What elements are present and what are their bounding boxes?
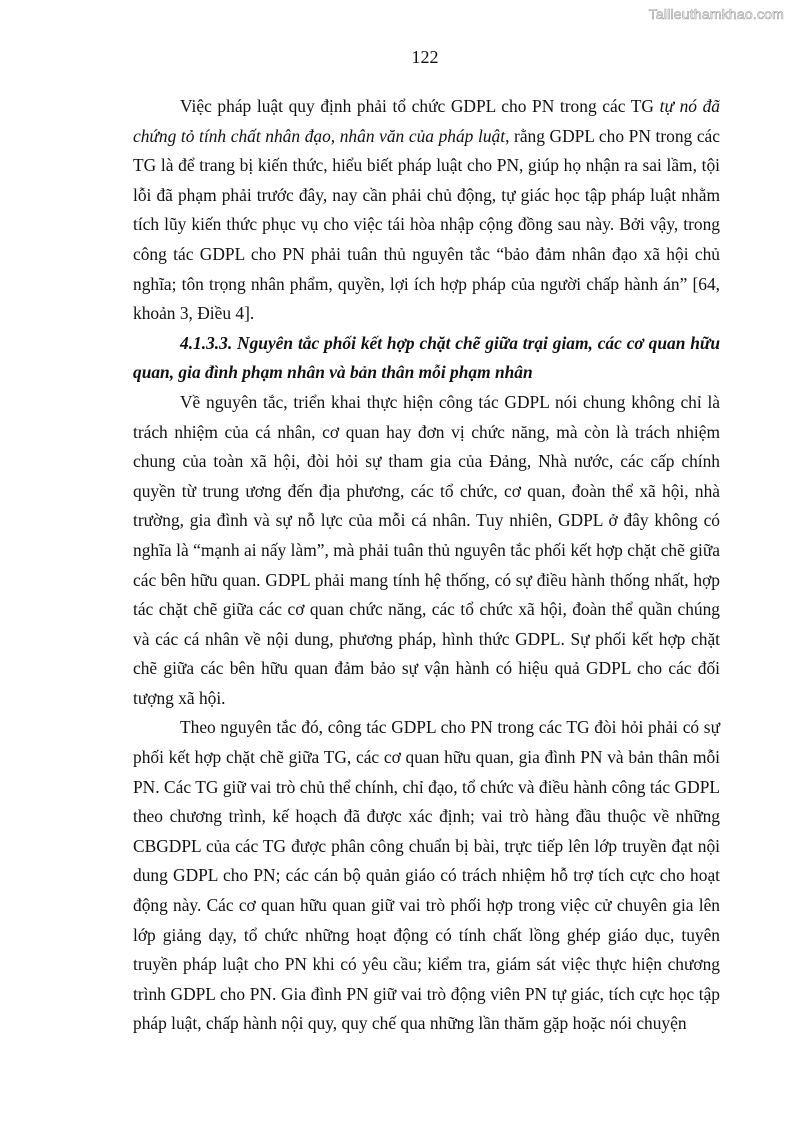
paragraph-1-italic-text: tự nó đã chứng tỏ tính chất nhân đạo, nhân văn của pháp luật xyxy=(133,96,721,146)
page-number: 122 xyxy=(411,47,439,67)
paragraph-1 xyxy=(133,92,720,329)
document-body xyxy=(133,92,720,1039)
watermark: Tailieuthamkhao.com xyxy=(648,6,784,22)
paragraph-3: Theo nguyên tắc đó, công tác GDPL cho PN trong các TG đòi hỏi phải có sự phối kết hợp chặt chẽ giữa TG, các cơ quan hữu quan, gia đình PN và bản thân mỗi PN. Các TG giữ vai trò chủ thể chính, chỉ đạo, tổ chức và điều hành công tác GDPL theo chương trình, kế hoạch đã được xác định; vai trò hàng đầu thuộc về những CBGDPL của các TG được phân công chuẩn bị bài, trực tiếp lên lớp truyền đạt nội dung GDPL cho PN; các cán bộ quản giáo có trách nhiệm hỗ trợ tích cực cho hoạt động này. Các cơ quan hữu quan giữ vai trò phối hợp trong việc cử chuyên gia lên lớp giảng dạy, tổ chức những hoạt động có tính chất lồng ghép giáo dục, tuyên truyền pháp luật cho PN khi có yêu cầu; kiểm tra, giám sát việc thực hiện chương trình GDPL cho PN. Gia đình PN giữ vai trò động viên PN tự giác, tích cực học tập pháp luật, chấp hành nội quy, quy chế qua những lần thăm gặp hoặc nói chuyện xyxy=(133,717,720,1034)
paragraph-1-text-before: Việc pháp luật quy định phải tổ chức GDPL cho PN trong các TG xyxy=(180,96,660,116)
paragraph-1-text-after: , rằng GDPL cho PN trong các TG là để trang bị kiến thức, hiểu biết pháp luật cho PN, giúp họ nhận ra sai lầm, tội lỗi đã phạm phải trước đây, nay cần phải chủ động, tự giác học tập pháp luật nhằm tích lũy kiến thức phục vụ cho việc tái hòa nhập cộng đồng sau này. Bởi vậy, trong công tác GDPL cho PN phải tuân thủ nguyên tắc “bảo đảm nhân đạo xã hội chủ nghĩa; tôn trọng nhân phẩm, quyền, lợi ích hợp pháp của người chấp hành án” [64, khoản 3, Điều 4]. xyxy=(133,125,720,324)
section-heading: 4.1.3.3. Nguyên tắc phối kết hợp chặt chẽ giữa trại giam, các cơ quan hữu quan, gia đình phạm nhân và bản thân mỗi phạm nhân xyxy=(133,332,720,383)
paragraph-2: Về nguyên tắc, triển khai thực hiện công tác GDPL nói chung không chỉ là trách nhiệm của cá nhân, cơ quan hay đơn vị chức năng, mà còn là trách nhiệm chung của toàn xã hội, đòi hỏi sự tham gia của Đảng, Nhà nước, các cấp chính quyền từ trung ương đến địa phương, các tổ chức, cơ quan, đoàn thể xã hội, nhà trường, gia đình và sự nỗ lực của mỗi cá nhân. Tuy nhiên, GDPL ở đây không có nghĩa là “mạnh ai nấy làm”, mà phải tuân thủ nguyên tắc phối kết hợp chặt chẽ giữa các bên hữu quan. GDPL phải mang tính hệ thống, có sự điều hành thống nhất, hợp tác chặt chẽ giữa các cơ quan chức năng, các tổ chức xã hội, đoàn thể quần chúng và các cá nhân về nội dung, phương pháp, hình thức GDPL. Sự phối kết hợp chặt chẽ giữa các bên hữu quan đảm bảo sự vận hành có hiệu quả GDPL cho các đối tượng xã hội. xyxy=(133,391,720,708)
